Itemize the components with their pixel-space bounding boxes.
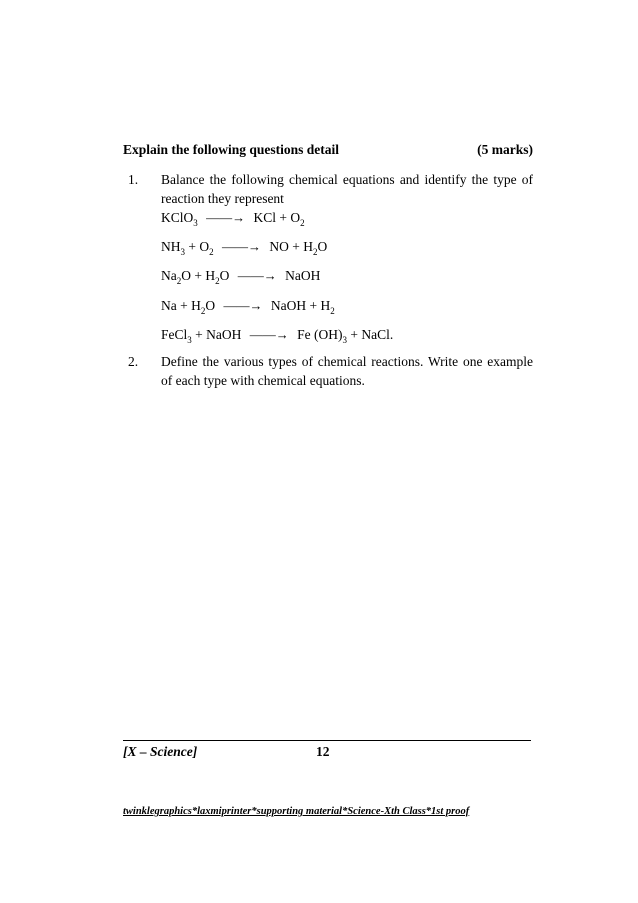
product: H [303, 239, 313, 254]
subscript: 2 [300, 218, 305, 228]
equation-5 [161, 327, 393, 343]
reactant: NH [161, 239, 181, 254]
plus-sign: + [279, 210, 288, 225]
question-number: 1. [128, 172, 139, 187]
reactant: H [205, 268, 216, 283]
footer-subject [123, 744, 197, 760]
reactant: O [219, 268, 230, 283]
section-title: Explain the following questions detail [123, 142, 340, 157]
plus-sign: + [194, 268, 202, 283]
reactant: NaOH [206, 327, 242, 342]
plus-sign: + [188, 239, 196, 254]
reactant: FeCl [161, 327, 188, 342]
subscript: 2 [209, 247, 214, 257]
product: NaCl. [361, 327, 394, 342]
reactant: KClO [161, 210, 194, 225]
subscript: 3 [193, 218, 198, 228]
question-number: 2. [128, 354, 139, 369]
page-number: 12 [316, 744, 330, 759]
subscript: 3 [342, 335, 348, 345]
plus-sign: + [180, 298, 188, 313]
reactant: Na [161, 268, 177, 283]
plus-sign: + [292, 239, 300, 254]
equation-1 [161, 210, 305, 226]
footer-subject-text: [X – Science] [123, 744, 198, 759]
product: NaOH [285, 268, 321, 283]
reaction-arrow: ——→ [237, 268, 277, 283]
plus-sign: + [195, 327, 203, 342]
subscript: 3 [187, 335, 192, 345]
question-2 [128, 352, 533, 390]
reaction-arrow: ——→ [249, 327, 289, 342]
reactant: Na [161, 298, 177, 313]
question-1 [128, 170, 533, 208]
product: Fe (OH) [297, 327, 343, 342]
question-text: Define the various types of chemical reactions. Write one example of each type with chemical equations. [161, 354, 533, 388]
subscript: 2 [330, 306, 335, 316]
reactant: H [191, 298, 201, 313]
reaction-arrow: ——→ [222, 239, 261, 254]
reactant: O [199, 239, 210, 254]
product: O [317, 239, 328, 254]
reaction-arrow: ——→ [206, 210, 246, 225]
reactant: O [181, 268, 191, 283]
proof-line: twinklegraphics*laxmiprinter*supporting material*Science-Xth Class*1st proof [123, 806, 470, 817]
plus-sign: + [309, 298, 318, 313]
footer-divider [123, 740, 531, 741]
product: H [320, 298, 331, 313]
equation-4 [161, 298, 335, 314]
product: O [290, 210, 301, 225]
equation-3 [161, 268, 320, 284]
subscript: 3 [180, 247, 185, 257]
subscript: 2 [200, 306, 206, 316]
reactant: O [205, 298, 216, 313]
equation-2 [161, 239, 327, 255]
section-marks: (5 marks) [477, 142, 533, 157]
subscript: 2 [313, 247, 318, 257]
product: KCl [253, 210, 277, 225]
plus-sign: + [350, 327, 359, 342]
section-heading [123, 142, 533, 158]
subscript: 2 [215, 276, 220, 286]
product: NaOH [270, 298, 307, 313]
reaction-arrow: ——→ [223, 298, 263, 313]
subscript: 2 [176, 276, 182, 286]
question-text: Balance the following chemical equations and identify the type of reaction they represent [161, 172, 533, 206]
product: NO [269, 239, 289, 254]
